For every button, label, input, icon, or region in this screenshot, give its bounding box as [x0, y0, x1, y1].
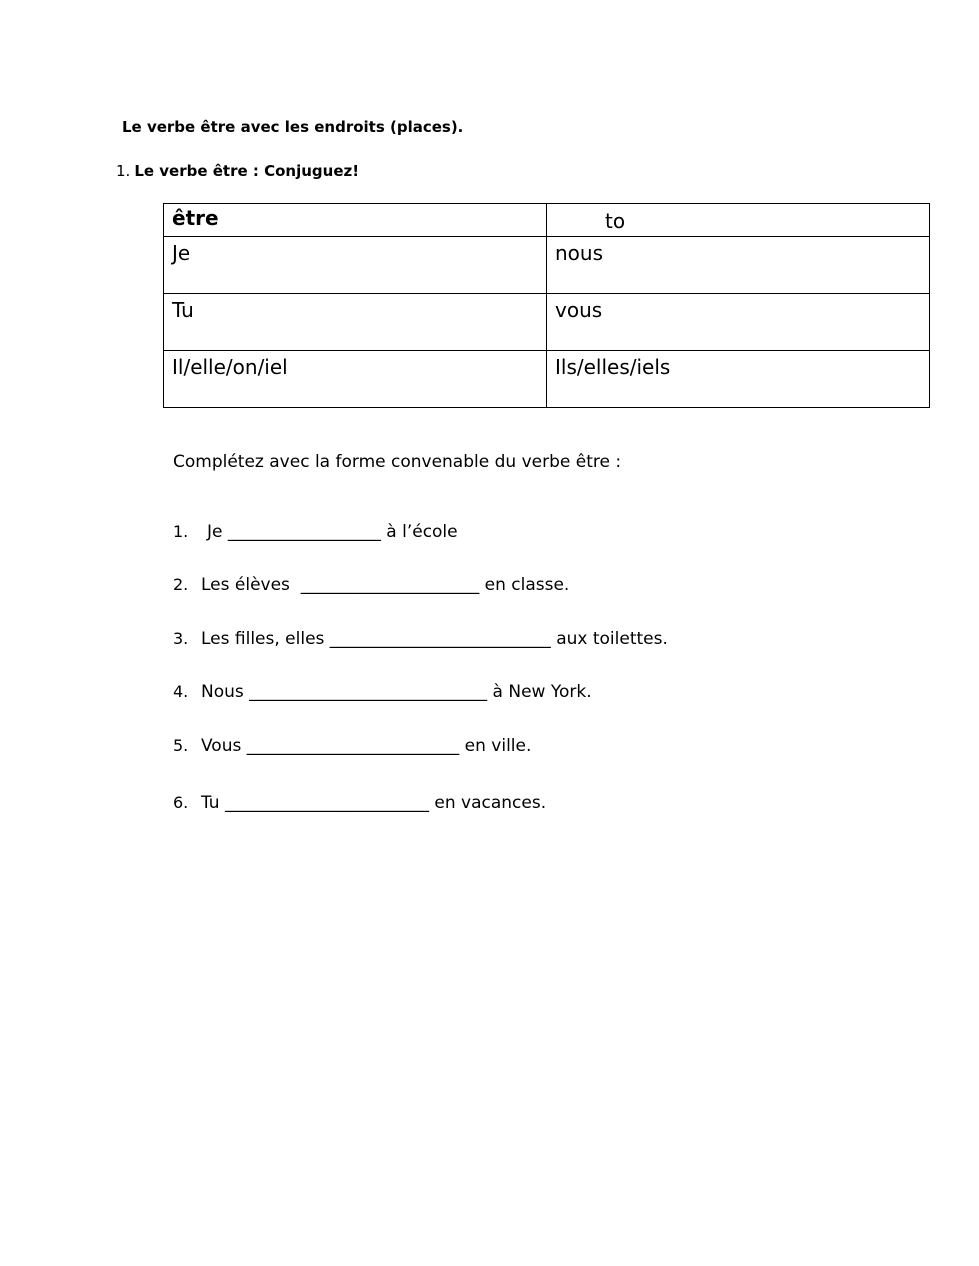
exercise-text: Les élèves _____________________ en classe.	[201, 575, 570, 595]
section-label: Le verbe être : Conjuguez!	[134, 162, 360, 180]
exercise-item-6	[173, 793, 546, 813]
exercise-item-4	[173, 682, 592, 702]
exercise-number: 1.	[173, 522, 189, 541]
exercise-number: 2.	[173, 575, 189, 594]
pronoun-il-elle-on-iel: Il/elle/on/iel	[164, 351, 547, 408]
exercise-text: Les filles, elles __________________________ aux toilettes.	[201, 629, 668, 649]
table-row	[164, 294, 930, 351]
exercise-text: Vous _________________________ en ville.	[201, 736, 532, 756]
exercise-instruction: Complétez avec la forme convenable du verbe être :	[173, 452, 622, 472]
header-verb: être	[164, 204, 547, 237]
pronoun-ils-elles-iels: Ils/elles/iels	[547, 351, 930, 408]
exercise-number: 4.	[173, 682, 189, 701]
worksheet-title: Le verbe être avec les endroits (places).	[122, 118, 464, 136]
exercise-item-3	[173, 629, 668, 649]
table-header-row	[164, 204, 930, 237]
pronoun-nous: nous	[547, 237, 930, 294]
pronoun-je: Je	[164, 237, 547, 294]
section-number: 1.	[116, 162, 131, 180]
table-row	[164, 351, 930, 408]
exercise-text: Tu ________________________ en vacances.	[201, 793, 547, 813]
pronoun-tu: Tu	[164, 294, 547, 351]
exercise-number: 3.	[173, 629, 189, 648]
exercise-text: Je __________________ à l’école	[207, 522, 458, 542]
exercise-item-5	[173, 736, 531, 756]
exercise-number: 5.	[173, 736, 189, 755]
section-heading	[116, 162, 359, 180]
header-translation: to	[547, 204, 930, 237]
pronoun-vous: vous	[547, 294, 930, 351]
exercise-number: 6.	[173, 793, 189, 812]
exercise-item-2	[173, 575, 569, 595]
exercise-item-1	[173, 522, 458, 542]
exercise-text: Nous ____________________________ à New York.	[201, 682, 592, 702]
table-row	[164, 237, 930, 294]
conjugation-table	[163, 203, 930, 408]
